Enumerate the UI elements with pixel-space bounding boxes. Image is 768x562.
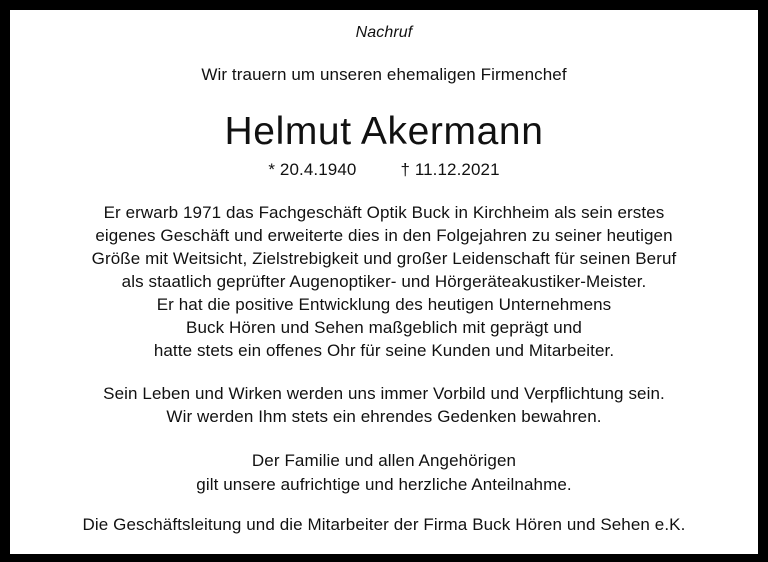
biography-line: Er erwarb 1971 das Fachgeschäft Optik Buck in Kirchheim als sein erstes [103, 203, 665, 222]
biography-line: als staatlich geprüfter Augenoptiker- und Hörgeräteakustiker-Meister. [121, 272, 647, 291]
biography-line: Buck Hören und Sehen maßgeblich mit geprägt und [186, 318, 582, 337]
deceased-name: Helmut Akermann [224, 110, 544, 153]
biography-line: Er hat die positive Entwicklung des heutigen Unternehmens [156, 295, 612, 314]
remembrance-line: Sein Leben und Wirken werden uns immer Vorbild und Verpflichtung sein. [103, 384, 665, 403]
condolence-line: gilt unsere aufrichtige und herzliche Anteilnahme. [196, 475, 572, 494]
condolence-line: Der Familie und allen Angehörigen [251, 451, 517, 470]
biography-line: Größe mit Weitsicht, Zielstrebigkeit und großer Leidenschaft für seinen Beruf [91, 249, 677, 268]
death-date: † 11.12.2021 [400, 160, 500, 179]
biography-line: hatte stets ein offenes Ohr für seine Kunden und Mitarbeiter. [153, 341, 615, 360]
intro-line: Wir trauern um unseren ehemaligen Firmenchef [201, 65, 567, 84]
notice-heading: Nachruf [355, 24, 413, 41]
remembrance-line: Wir werden Ihm stets ein ehrendes Gedenken bewahren. [166, 407, 602, 426]
signature-line: Die Geschäftsleitung und die Mitarbeiter der Firma Buck Hören und Sehen e.K. [82, 515, 686, 534]
biography-line: eigenes Geschäft und erweiterte dies in den Folgejahren zu seiner heutigen [95, 226, 673, 245]
birth-date: * 20.4.1940 [268, 160, 357, 179]
life-dates [10, 160, 758, 180]
